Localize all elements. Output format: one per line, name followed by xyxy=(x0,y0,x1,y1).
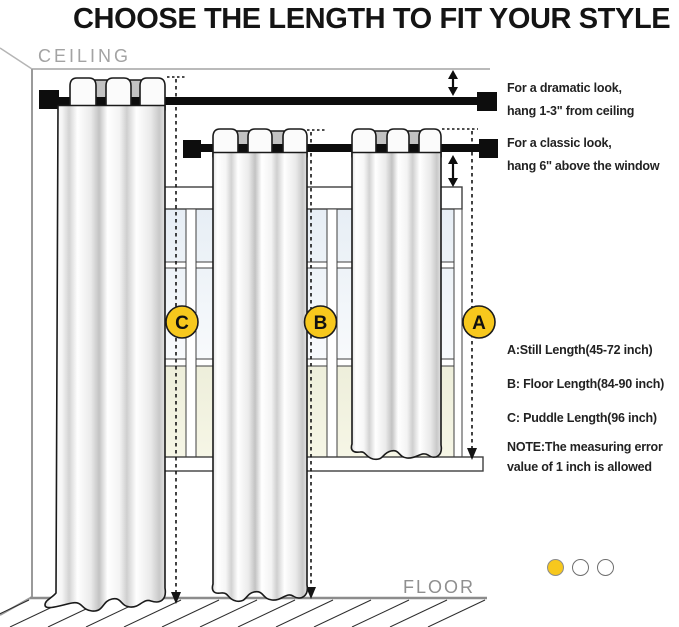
length-marker-a xyxy=(463,306,495,338)
annotation-classic-line2: hang 6'' above the window xyxy=(507,159,660,173)
annotation-length-c: C: Puddle Length(96 inch) xyxy=(507,411,657,425)
svg-text:A: A xyxy=(472,313,486,334)
arrow-window-gap xyxy=(448,155,458,187)
curtain-c-puddle xyxy=(45,78,165,611)
carousel-dot-3[interactable] xyxy=(597,559,614,576)
annotation-length-b: B: Floor Length(84-90 inch) xyxy=(507,377,665,391)
curtain-b-floor xyxy=(212,129,307,601)
svg-text:B: B xyxy=(313,313,328,334)
carousel-dot-2[interactable] xyxy=(572,559,589,576)
carousel-dot-1[interactable] xyxy=(547,559,564,576)
annotation-length-a: A:Still Length(45-72 inch) xyxy=(507,343,653,357)
annotation-note xyxy=(507,437,663,477)
svg-text:C: C xyxy=(175,313,189,334)
annotation-note-line2: value of 1 inch is allowed xyxy=(507,460,652,474)
annotation-dramatic-line1: For a dramatic look, xyxy=(507,81,622,95)
curtain-a-sill xyxy=(351,129,441,459)
arrow-ceiling-gap xyxy=(448,70,458,96)
length-marker-b xyxy=(305,306,337,338)
floor-label: FLOOR xyxy=(403,577,476,597)
annotation-dramatic xyxy=(507,77,634,123)
annotation-classic xyxy=(507,132,659,178)
annotation-note-line1: NOTE:The measuring error xyxy=(507,440,663,454)
page-title: CHOOSE THE LENGTH TO FIT YOUR STYLE xyxy=(73,3,671,35)
annotation-dramatic-line2: hang 1-3" from ceiling xyxy=(507,104,635,118)
carousel-pagination xyxy=(547,559,614,576)
ceiling-label: CEILING xyxy=(38,46,132,66)
annotation-classic-line1: For a classic look, xyxy=(507,136,612,150)
length-marker-c xyxy=(166,306,198,338)
